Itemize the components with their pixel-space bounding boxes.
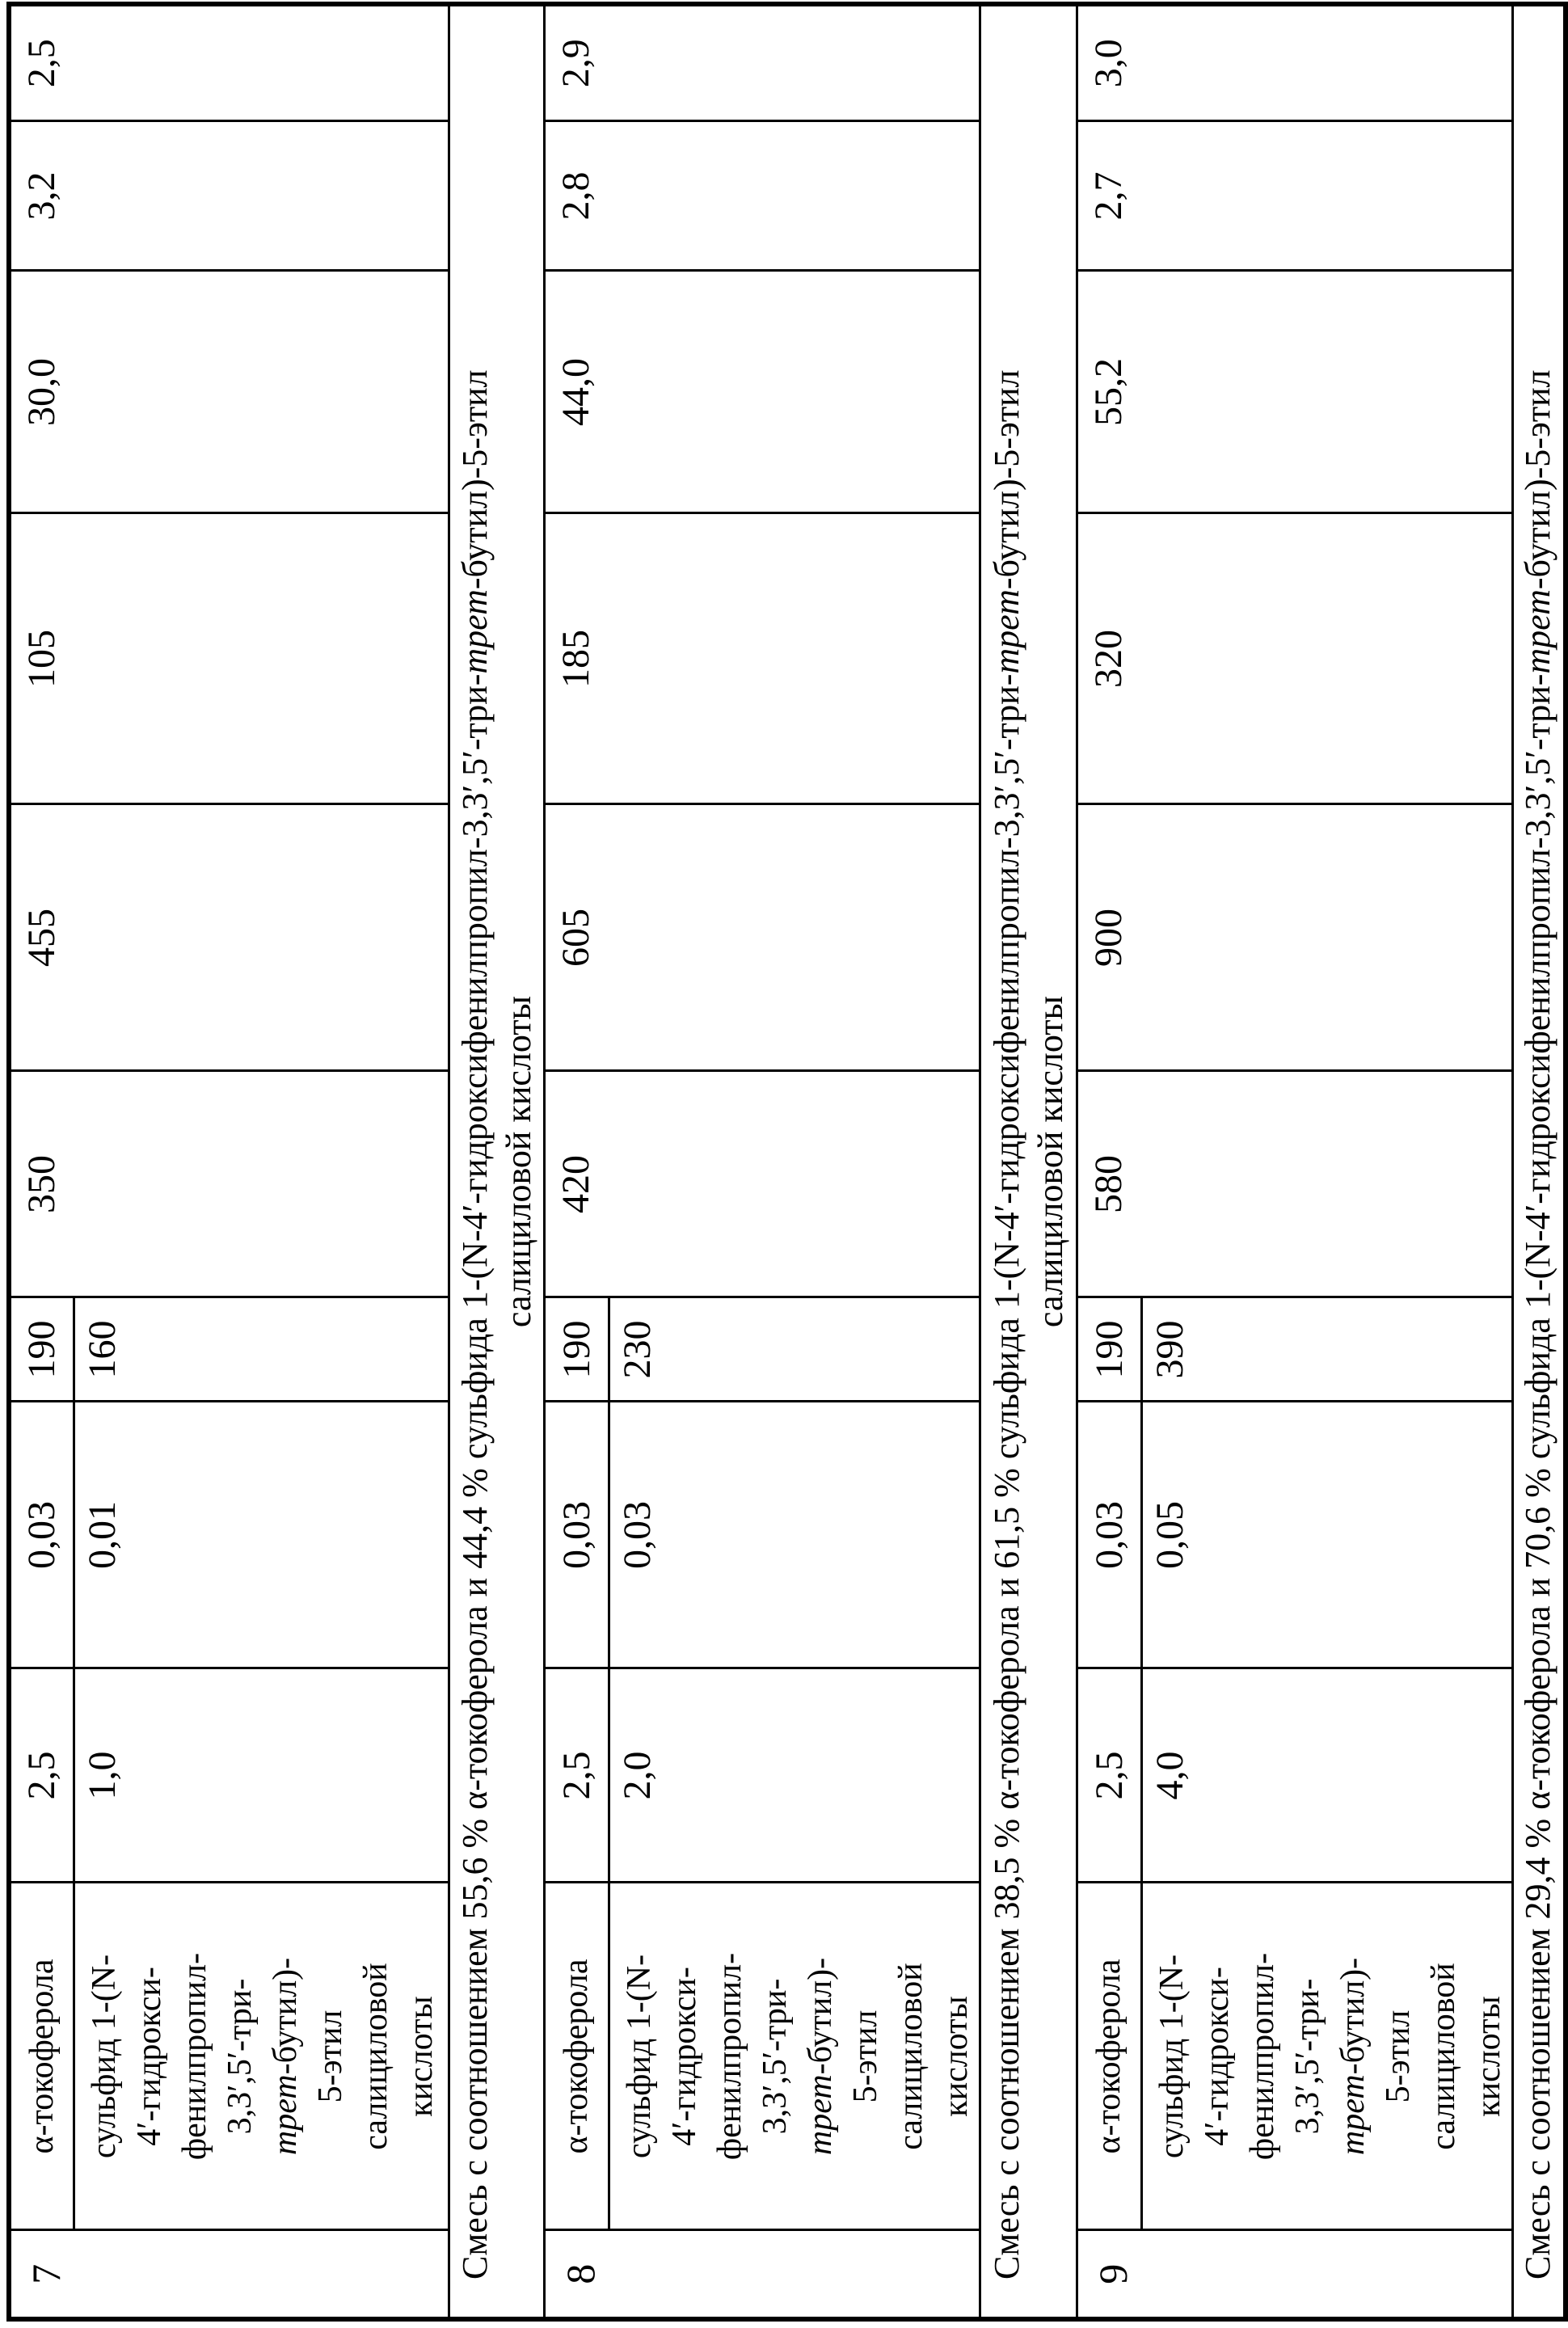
cell-g7-rowA-c1: 2,5 <box>9 1668 74 1883</box>
substance-name-line: 3,3′,5′-три- <box>221 1978 259 2135</box>
cell-g7-merged-m2: 455 <box>9 804 449 1071</box>
results-table <box>6 2 1568 2322</box>
substance-name-line: кислоты <box>402 1996 440 2117</box>
substance-name-line: трет-бутил)- <box>1334 1957 1372 2156</box>
cell-g8-rowB-c3: 230 <box>609 1297 980 1402</box>
substance-name-line: кислоты <box>937 1996 975 2117</box>
cell-g7-rowB-c1: 1,0 <box>74 1668 449 1883</box>
substance-name-line: кислоты <box>1469 1996 1507 2117</box>
substance-name-line: трет-бутил)- <box>266 1957 304 2156</box>
cell-g9-sulfide-name <box>1141 1883 1512 2230</box>
cell-g9-merged-m3: 320 <box>1077 513 1512 804</box>
cell-g7-rowB-c3: 160 <box>74 1297 449 1402</box>
cell-g9-rowA-c3: 190 <box>1077 1297 1141 1402</box>
substance-name-line: сульфид 1-(N- <box>1153 1954 1191 2159</box>
cell-g7-merged-m4: 30,0 <box>9 271 449 513</box>
cell-g8-rowA-c2: 0,03 <box>544 1402 609 1668</box>
mixture-line1: Смесь с соотношением 55,6 % α-токоферола и 44,4 % сульфида 1-(N-4′-гидроксифенилпропил-3,3′,5′-три-трет-бутил)-5-этил <box>455 369 495 2280</box>
cell-g8-rowA-c1: 2,5 <box>544 1668 609 1883</box>
substance-name-line: салициловой <box>1424 1963 1462 2150</box>
group7-row-a <box>9 4 74 2319</box>
cell-g9-rowB-c3: 390 <box>1141 1297 1512 1402</box>
cell-g7-number: 7 <box>9 2230 449 2319</box>
cell-g9-merged-m5: 2,7 <box>1077 121 1512 271</box>
substance-name-line: сульфид 1-(N- <box>85 1954 123 2159</box>
cell-g7-merged-m5: 3,2 <box>9 121 449 271</box>
cell-g7-mixture <box>449 4 544 2319</box>
cell-g9-merged-m2: 900 <box>1077 804 1512 1071</box>
substance-name-line: трет-бутил)- <box>801 1957 839 2156</box>
cell-g8-merged-m1: 420 <box>544 1071 980 1297</box>
substance-name-line: фенилпропил- <box>175 1952 213 2161</box>
cell-g8-rowA-c3: 190 <box>544 1297 609 1402</box>
cell-g8-number: 8 <box>544 2230 980 2319</box>
cell-g8-merged-m4: 44,0 <box>544 271 980 513</box>
substance-name-line: фенилпропил- <box>1243 1952 1281 2161</box>
mixture-line2: салициловой кислоты <box>499 995 538 1328</box>
cell-g8-tocopherol-name: α-токоферола <box>544 1883 609 2230</box>
cell-g8-merged-m5: 2,8 <box>544 121 980 271</box>
cell-g7-merged-m1: 350 <box>9 1071 449 1297</box>
cell-g7-merged-m3: 105 <box>9 513 449 804</box>
cell-g9-rowB-c2: 0,05 <box>1141 1402 1512 1668</box>
cell-g9-rowA-c2: 0,03 <box>1077 1402 1141 1668</box>
cell-g9-rowA-c1: 2,5 <box>1077 1668 1141 1883</box>
substance-name-line: 5-этил <box>311 2010 349 2103</box>
substance-name-line: 5-этил <box>1379 2010 1417 2103</box>
cell-g8-merged-m6: 2,9 <box>544 4 980 121</box>
group9-mix-row <box>1512 4 1566 2319</box>
substance-name-line: салициловой <box>891 1963 929 2150</box>
cell-g8-rowB-c2: 0,03 <box>609 1402 980 1668</box>
mixture-line1: Смесь с соотношением 29,4 % α-токоферола и 70,6 % сульфида 1-(N-4′-гидроксифенилпропил-3,3′,5′-три-трет-бутил)-5-этил <box>1518 369 1558 2280</box>
group8-row-a <box>544 4 609 2319</box>
group9-row-a <box>1077 4 1141 2319</box>
cell-g9-merged-m6: 3,0 <box>1077 4 1512 121</box>
substance-name-line: 4′-гидрокси- <box>1198 1967 1236 2146</box>
substance-name-line: фенилпропил- <box>710 1952 748 2161</box>
cell-g7-rowB-c2: 0,01 <box>74 1402 449 1668</box>
substance-name-line: сульфид 1-(N- <box>620 1954 658 2159</box>
cell-g8-mixture <box>980 4 1077 2319</box>
cell-g8-merged-m3: 185 <box>544 513 980 804</box>
cell-g9-mixture <box>1512 4 1566 2319</box>
substance-name-line: 3,3′,5′-три- <box>756 1978 794 2135</box>
group7-mix-row <box>449 4 544 2319</box>
cell-g8-merged-m2: 605 <box>544 804 980 1071</box>
group8-mix-row <box>980 4 1077 2319</box>
cell-g9-number: 9 <box>1077 2230 1512 2319</box>
cell-g8-sulfide-name <box>609 1883 980 2230</box>
cell-g9-tocopherol-name: α-токоферола <box>1077 1883 1141 2230</box>
cell-g9-merged-m1: 580 <box>1077 1071 1512 1297</box>
rotated-sheet <box>6 6 1558 2322</box>
cell-g7-tocopherol-name: α-токоферола <box>9 1883 74 2230</box>
cell-g9-rowB-c1: 4,0 <box>1141 1668 1512 1883</box>
substance-name-line: 4′-гидрокси- <box>130 1967 168 2146</box>
substance-name-line: 4′-гидрокси- <box>665 1967 703 2146</box>
cell-g7-rowA-c2: 0,03 <box>9 1402 74 1668</box>
mixture-line2: салициловой кислоты <box>1031 995 1070 1328</box>
mixture-line1: Смесь с соотношением 38,5 % α-токоферола и 61,5 % сульфида 1-(N-4′-гидроксифенилпропил-3,3′,5′-три-трет-бутил)-5-этил <box>987 369 1026 2280</box>
cell-g7-rowA-c3: 190 <box>9 1297 74 1402</box>
substance-name-line: салициловой <box>356 1963 394 2150</box>
cell-g9-merged-m4: 55,2 <box>1077 271 1512 513</box>
cell-g7-sulfide-name <box>74 1883 449 2230</box>
cell-g7-merged-m6: 2,5 <box>9 4 449 121</box>
substance-name-line: 5-этил <box>846 2010 884 2103</box>
substance-name-line: 3,3′,5′-три- <box>1288 1978 1326 2135</box>
cell-g8-rowB-c1: 2,0 <box>609 1668 980 1883</box>
